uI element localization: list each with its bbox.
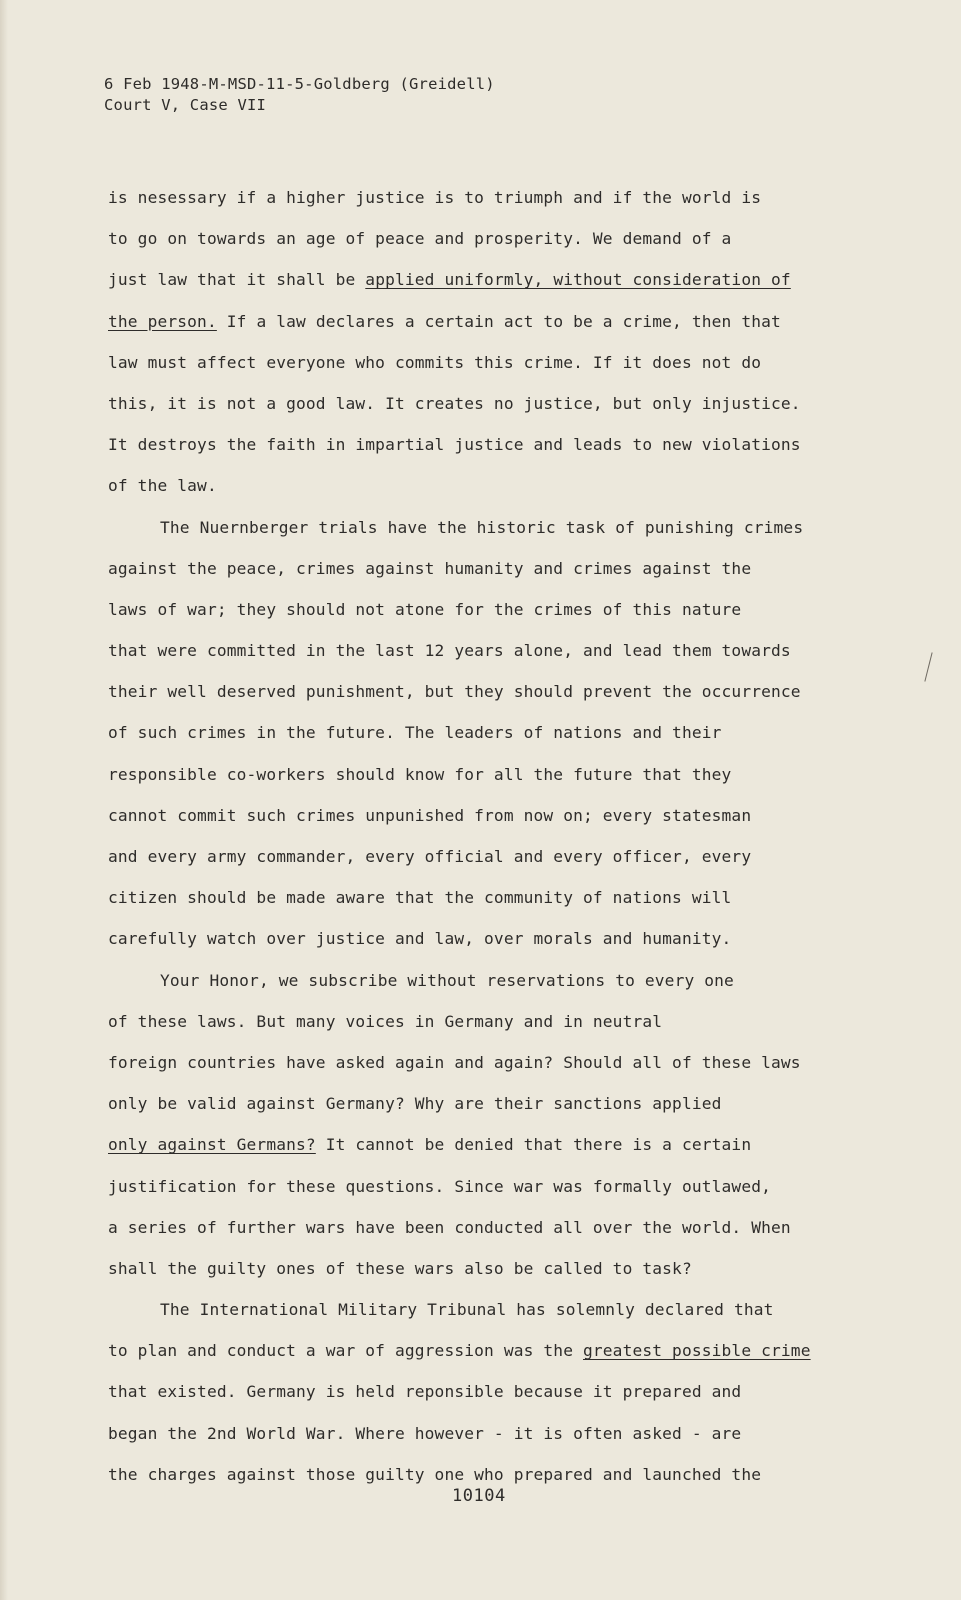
line-text: began the 2nd World War. Where however - it is often asked - are	[108, 1423, 742, 1443]
line-text: this, it is not a good law. It creates no justice, but only injustice.	[108, 393, 801, 413]
text-line	[108, 712, 848, 753]
page-edge	[0, 0, 8, 1600]
underlined-text: applied uniformly, without consideration of	[365, 270, 791, 290]
text-line	[108, 589, 848, 630]
line-text: that existed. Germany is held reponsible because it prepared and	[108, 1382, 742, 1402]
text-line	[108, 960, 848, 1001]
text-line	[108, 218, 848, 259]
text-line	[108, 1330, 848, 1371]
header-reference: 6 Feb 1948-M-MSD-11-5-Goldberg (Greidell)	[104, 75, 495, 93]
header-court-case: Court V, Case VII	[104, 96, 267, 114]
text-line	[108, 1001, 848, 1042]
text-line	[108, 836, 848, 877]
underlined-text: the person.	[108, 311, 217, 331]
line-text: cannot commit such crimes unpunished from now on; every statesman	[108, 805, 752, 825]
text-line	[108, 1289, 848, 1330]
line-text: a series of further wars have been conducted all over the world. When	[108, 1217, 791, 1237]
line-text: to go on towards an age of peace and prosperity. We demand of a	[108, 229, 732, 249]
text-line	[108, 1207, 848, 1248]
line-text: It destroys the faith in impartial justice and leads to new violations	[108, 435, 801, 455]
text-line	[108, 1083, 848, 1124]
line-text: laws of war; they should not atone for the crimes of this nature	[108, 599, 742, 619]
page-number: 10104	[452, 1486, 506, 1506]
line-text: justification for these questions. Since war was formally outlawed,	[108, 1176, 772, 1196]
text-line	[108, 1248, 848, 1289]
text-line	[108, 342, 848, 383]
line-text: of the law.	[108, 476, 217, 496]
line-text: The International Military Tribunal has solemnly declared that	[160, 1300, 774, 1320]
line-text: is nesessary if a higher justice is to triumph and if the world is	[108, 188, 762, 207]
line-text: of these laws. But many voices in Germany and in neutral	[108, 1011, 663, 1031]
text-line	[108, 301, 848, 342]
margin-mark	[924, 652, 932, 681]
text-line	[108, 1042, 848, 1083]
text-line	[108, 424, 848, 465]
body-text	[108, 177, 848, 1495]
line-text: their well deserved punishment, but they should prevent the occurrence	[108, 682, 801, 702]
text-line	[108, 671, 848, 712]
line-text: against the peace, crimes against humanity and crimes against the	[108, 558, 752, 578]
text-line	[108, 383, 848, 424]
text-line	[108, 1166, 848, 1207]
line-text: The Nuernberger trials have the historic task of punishing crimes	[160, 517, 804, 537]
document-header	[104, 74, 495, 116]
line-text: shall the guilty ones of these wars also be called to task?	[108, 1258, 692, 1278]
line-text: that were committed in the last 12 years alone, and lead them towards	[108, 641, 791, 661]
line-text: It cannot be denied that there is a certain	[315, 1135, 752, 1155]
text-line	[108, 177, 848, 218]
text-line	[108, 1413, 848, 1454]
text-line	[108, 795, 848, 836]
line-text: law must affect everyone who commits this crime. If it does not do	[108, 352, 762, 372]
line-text: foreign countries have asked again and again? Should all of these laws	[108, 1052, 801, 1072]
line-text: carefully watch over justice and law, over morals and humanity.	[108, 929, 732, 949]
text-line	[108, 259, 848, 300]
line-text: If a law declares a certain act to be a crime, then that	[216, 311, 781, 331]
line-text: citizen should be made aware that the community of nations will	[108, 888, 732, 908]
line-text: and every army commander, every official and every officer, every	[108, 847, 752, 866]
text-line	[108, 918, 848, 959]
text-line	[108, 630, 848, 671]
text-line	[108, 548, 848, 589]
underlined-text: only against Germans?	[108, 1135, 316, 1155]
line-text: of such crimes in the future. The leaders of nations and their	[108, 723, 722, 743]
line-text: to plan and conduct a war of aggression was the	[108, 1341, 583, 1361]
line-text: Your Honor, we subscribe without reservations to every one	[160, 970, 734, 990]
text-line	[108, 1124, 848, 1165]
underlined-text: greatest possible crime	[583, 1341, 811, 1361]
line-text: just law that it shall be	[108, 270, 366, 290]
text-line	[108, 754, 848, 795]
line-text: only be valid against Germany? Why are their sanctions applied	[108, 1094, 722, 1114]
text-line	[108, 877, 848, 918]
text-line	[108, 507, 848, 548]
text-line	[108, 465, 848, 506]
text-line	[108, 1371, 848, 1412]
line-text: the charges against those guilty one who prepared and launched the	[108, 1464, 762, 1484]
line-text: responsible co-workers should know for all the future that they	[108, 764, 732, 784]
